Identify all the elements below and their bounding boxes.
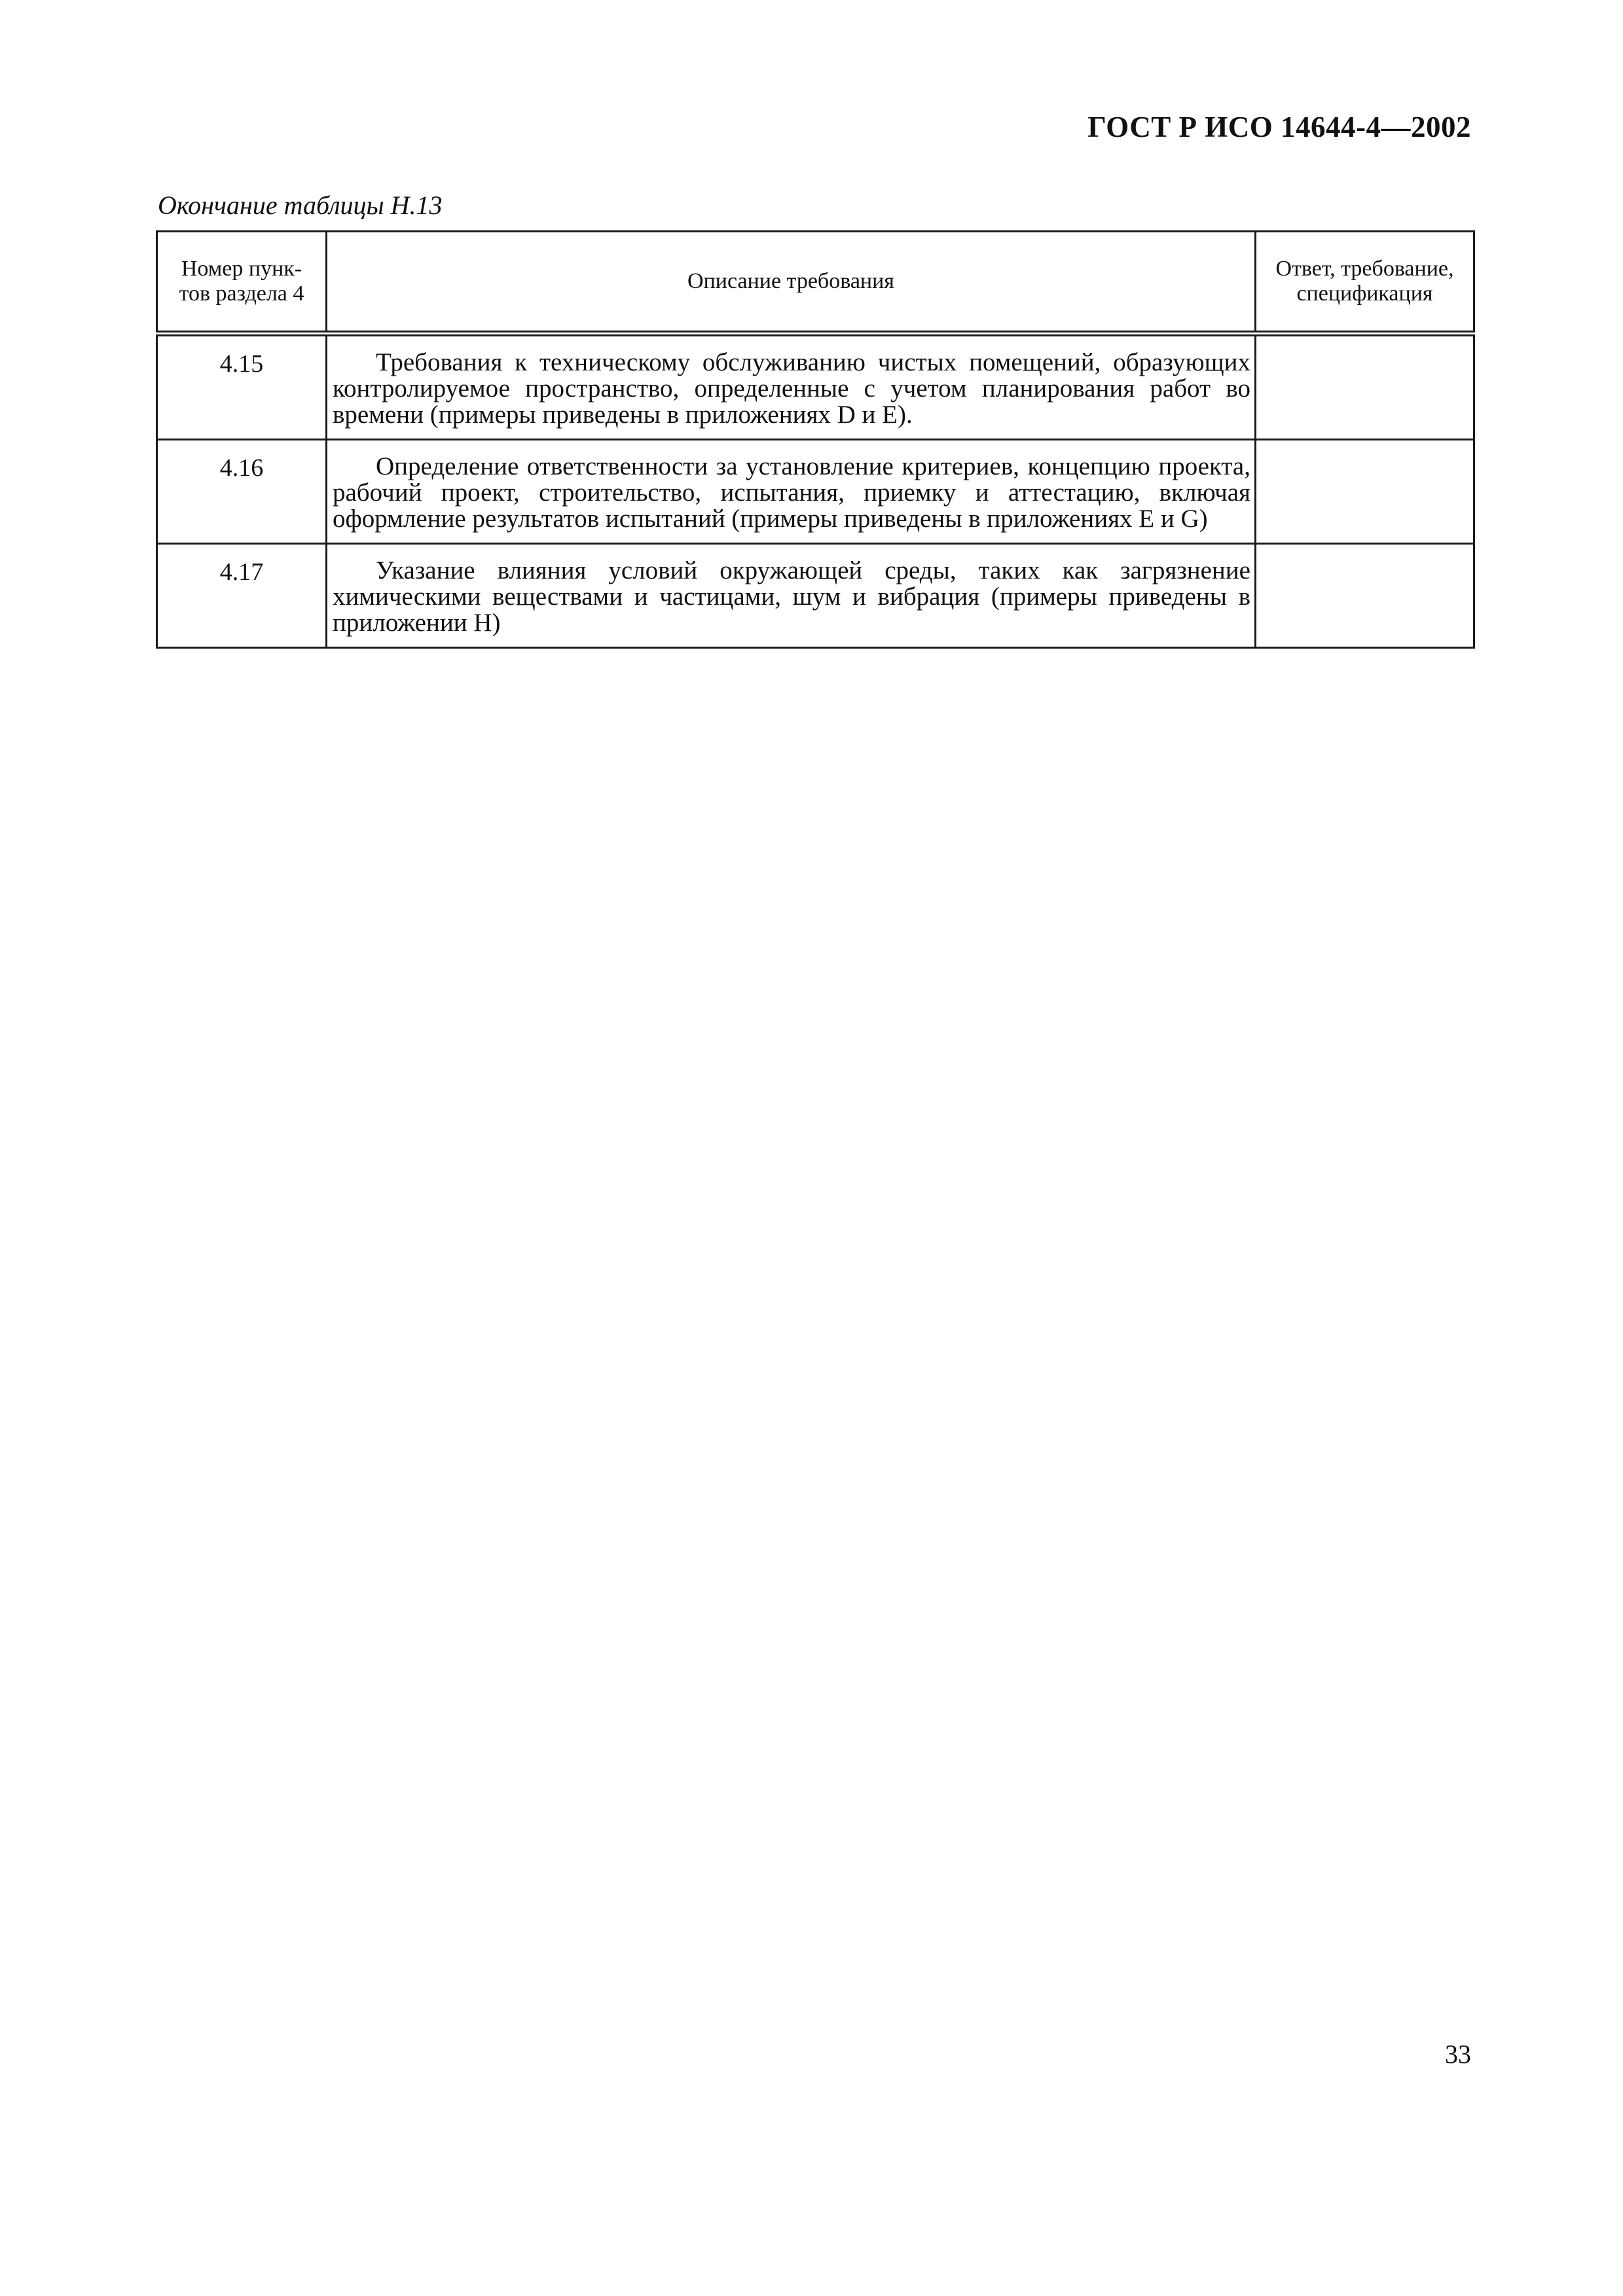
row-description-cell bbox=[327, 544, 1256, 648]
column-header-number-line2: тов раздела 4 bbox=[179, 281, 304, 306]
row-description-text: Указание влияния условий окружающей среды, таких как загрязнение химическими веществами и частицами, шум и вибрация (примеры приведены в приложении H) bbox=[333, 556, 1250, 637]
table-row bbox=[157, 544, 1474, 648]
row-answer-cell bbox=[1256, 544, 1474, 648]
column-header-answer-line1: Ответ, требование, bbox=[1275, 257, 1454, 281]
page-number: 33 bbox=[1445, 2039, 1471, 2069]
row-number-cell: 4.17 bbox=[157, 544, 327, 648]
column-header-number bbox=[157, 232, 327, 334]
row-number-cell: 4.15 bbox=[157, 334, 327, 440]
table-caption: Окончание таблицы Н.13 bbox=[158, 190, 443, 220]
row-answer-cell bbox=[1256, 440, 1474, 544]
table-row bbox=[157, 334, 1474, 440]
row-description-text: Требования к техническому обслуживанию чистых помещений, образующих контролируемое пространство, определенные с учетом планирования работ во времени (примеры приведены в приложениях D и E). bbox=[333, 348, 1250, 429]
column-header-answer-line2: спецификация bbox=[1296, 281, 1433, 306]
document-standard-code: ГОСТ Р ИСО 14644-4—2002 bbox=[1087, 111, 1471, 143]
row-description-text: Определение ответственности за установление критериев, концепцию проекта, рабочий проект, строительство, испытания, приемку и аттестацию, включая оформление результатов испытаний (примеры приведены в приложениях E и G) bbox=[333, 452, 1250, 533]
column-header-answer bbox=[1256, 232, 1474, 334]
row-description-cell bbox=[327, 440, 1256, 544]
column-header-description bbox=[327, 232, 1256, 334]
table-row bbox=[157, 440, 1474, 544]
column-header-number-line1: Номер пунк- bbox=[181, 257, 302, 281]
row-number-cell: 4.16 bbox=[157, 440, 327, 544]
column-header-description-label: Описание требования bbox=[687, 269, 894, 293]
table-header-row bbox=[157, 232, 1474, 334]
row-answer-cell bbox=[1256, 334, 1474, 440]
row-description-cell bbox=[327, 334, 1256, 440]
requirements-table bbox=[156, 230, 1475, 649]
